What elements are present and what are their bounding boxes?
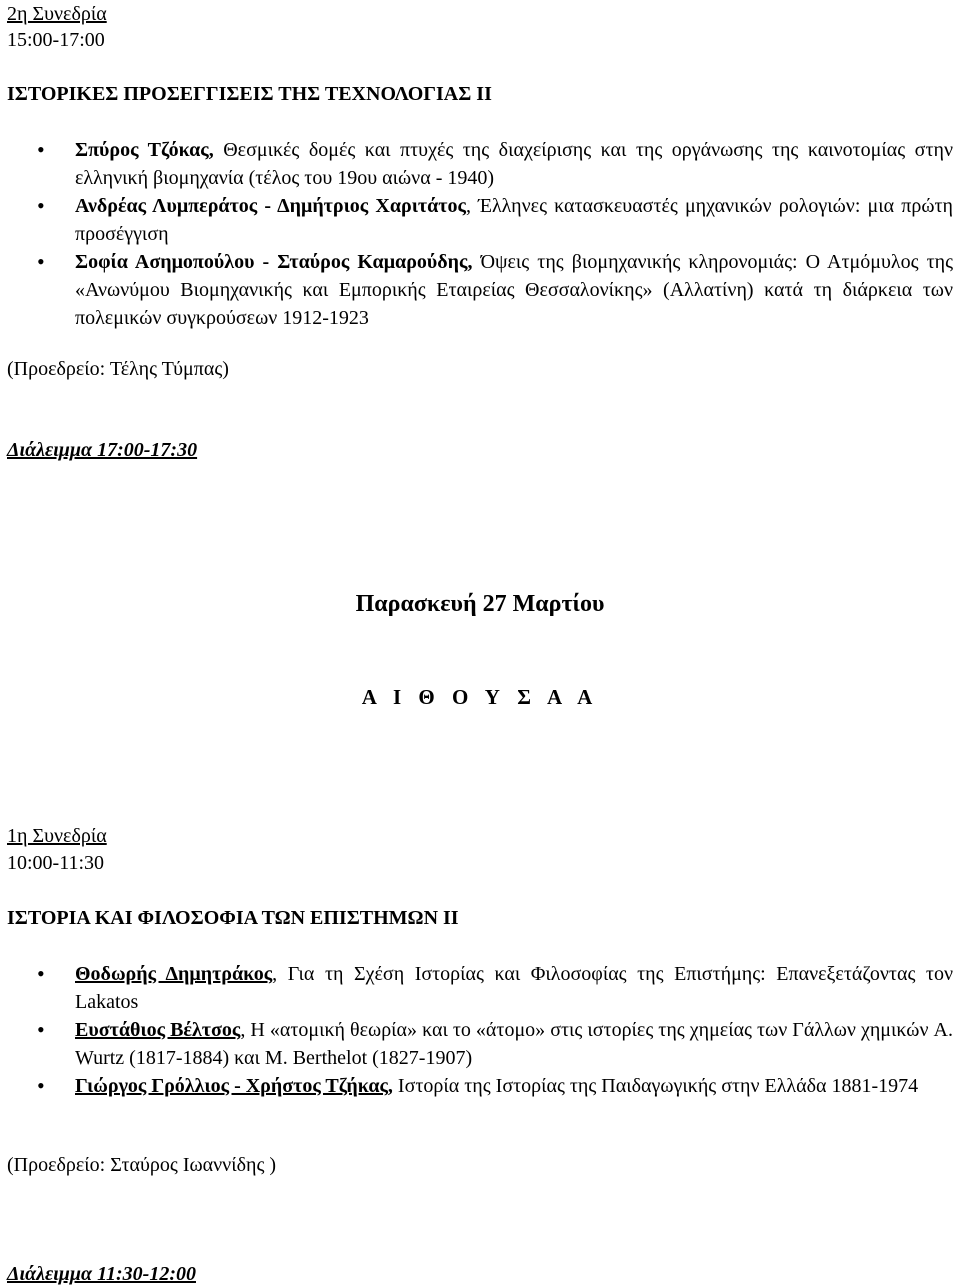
session2-chair: (Προεδρείο: Τέλης Τύμπας) [7,358,229,380]
session1-time: 10:00-11:30 [7,852,105,874]
day-heading: Παρασκευή 27 Μαρτίου [355,591,605,617]
session2-time: 15:00-17:00 [7,29,105,51]
talk-title: Ιστορία της Ιστορίας της Παιδαγωγικής στην Ελλάδα 1881-1974 [392,1075,919,1097]
talk-authors: Σοφία Ασημοπούλου - Σταύρος Καμαρούδης, [75,251,473,273]
talk-title: Θεσμικές δομές και πτυχές της διαχείρισης και της οργάνωσης της καινοτομίας στην ελληνική βιομηχανία (τέλος του 19ου αιώνα - 1940) [75,139,953,189]
list-item [7,248,953,332]
talk-authors: Θοδωρής Δημητράκος [75,963,273,985]
session2-talk-list [7,136,953,332]
talk-title: Όψεις της βιομηχανικής κληρονομιάς: Ο Ατμόμυλος της «Ανωνύμου Βιομηχανικής και Εμπορικής Εταιρείας Θεσσαλονίκης» (Αλλατίνη) κατά τη διάρκεια των πολεμικών συγκρούσεων 1912-1923 [75,251,953,329]
session1-break: Διάλειμμα 11:30-12:00 [7,1263,196,1285]
talk-authors: Ευστάθιος Βέλτσος [75,1019,241,1041]
session1-title: 1η Συνεδρία [7,825,107,847]
list-item [7,136,953,192]
session1-talk-list [7,960,953,1100]
session2-title: 2η Συνεδρία [7,3,107,25]
room-heading: Α Ι Θ Ο Υ Σ Α Α [361,685,599,709]
talk-title: , Η «ατομική θεωρία» και το «άτομο» στις ιστορίες της χημείας των Γάλλων χημικών A. Wurtz (1817-1884) και M. Berthelot (1827-1907) [75,1019,953,1069]
session2-theme: ΙΣΤΟΡΙΚΕΣ ΠΡΟΣΕΓΓΙΣΕΙΣ ΤΗΣ ΤΕΧΝΟΛΟΓΙΑΣ ΙΙ [7,83,492,105]
session1-theme: ΙΣΤΟΡΙΑ ΚΑΙ ΦΙΛΟΣΟΦΙΑ ΤΩΝ ΕΠΙΣΤΗΜΩΝ ΙΙ [7,907,459,929]
session2-break: Διάλειμμα 17:00-17:30 [7,439,198,461]
talk-title: , Για τη Σχέση Ιστορίας και Φιλοσοφίας της Επιστήμης: Επανεξετάζοντας τον Lakatos [75,963,953,1013]
talk-authors: Ανδρέας Λυμπεράτος - Δημήτριος Χαριτάτος [75,195,466,217]
list-item [7,1016,953,1072]
talk-title: , Έλληνες κατασκευαστές μηχανικών ρολογιών: μια πρώτη προσέγγιση [75,195,953,245]
talk-authors: Σπύρος Τζόκας, [75,139,214,161]
list-item [7,192,953,248]
list-item [7,1072,953,1100]
talk-authors: Γιώργος Γρόλλιος - Χρήστος Τζήκας, [75,1075,393,1097]
session1-chair: (Προεδρείο: Σταύρος Ιωαννίδης ) [7,1154,277,1176]
list-item [7,960,953,1016]
